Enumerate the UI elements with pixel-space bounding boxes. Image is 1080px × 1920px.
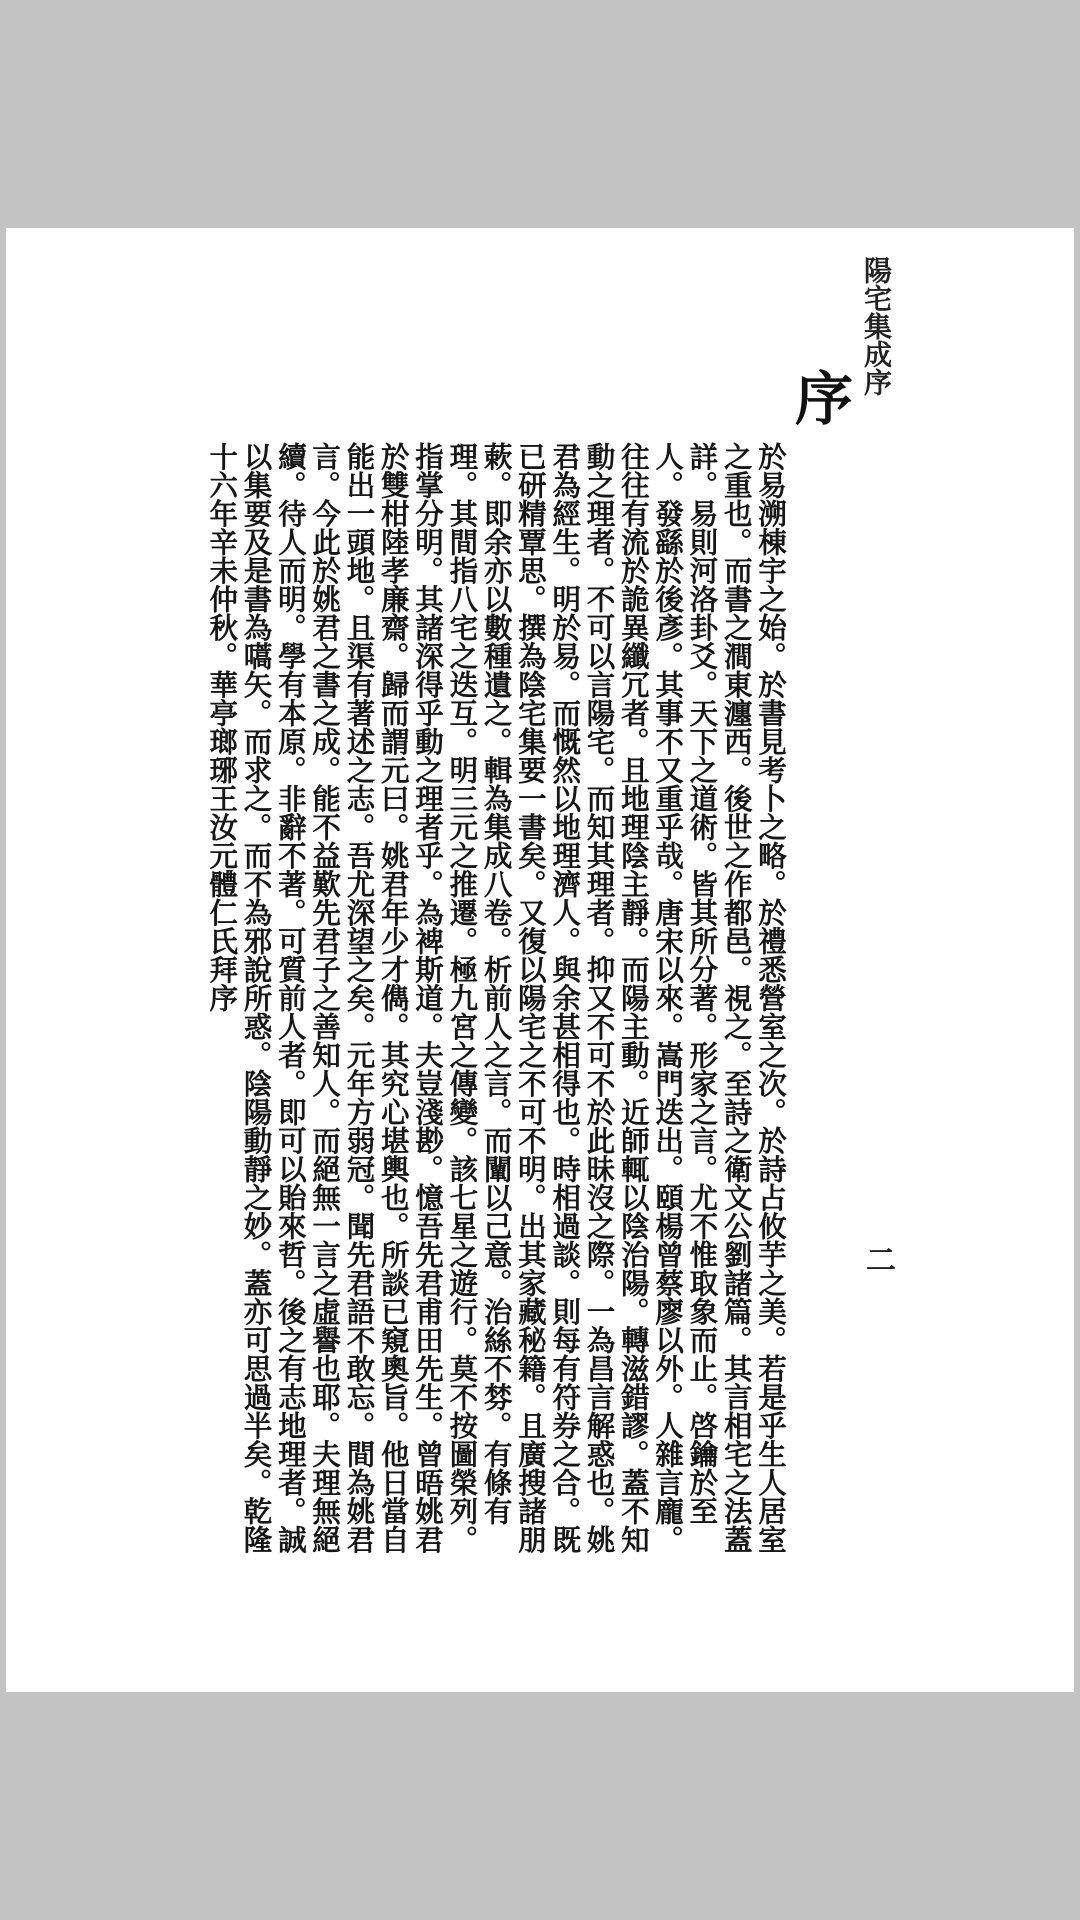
- preface-paragraph: 於易溯棟宇之始。於書見考卜之略。於禮悉營室之次。於詩占攸芋之美。若是乎生人居室之重也。而書之澗東瀍西。後世之作都邑。視之。至詩之衛文公劉諸篇。其言相宅之法蓋詳。易則河洛卦爻。天下之道術。皆其所分著。形家之言。尤不惟取象而止。啓鑰於至人。發繇於後彥。其事不又重乎哉。唐宋以來。嵩門迭出。頤楊曾蔡廖以外。人雜言龐。往往有流於詭異纖冗者。且地理陰主靜。而陽主動。近師輒以陰治陽。轉滋錯謬。蓋不知動之理者。不可以言陽宅。而知其理者。抑又不可不於此昧沒之際。一為昌言解惑也。姚君為經生。明於易。而慨然以地理濟人。與余甚相得也。時相過談。則每有符券之合。既已研精覃思。撰為陰宅集要一書矣。又復以陽宅之不可不明。出其家藏秘籍。且廣搜諸朋蔌。即余亦以數種遺之。輯為集成八卷。析前人之言。而闡以己意。治絲不棼。有條有理。其間指八宅之迭互。明三元之推遷。極九宮之傳變。該七星之遊行。莫不按圖榮列。指掌分明。其諸深得乎動之理者乎。為裨斯道。夫豈淺尠。憶吾先君甫田先生。曾晤姚君於雙柑陸孝廉齋。歸而謂元曰。姚君年少才儁。其究心堪輿也。所談已窺奧旨。他日當自能出一頭地。且渠有著述之志。吾尤深望之矣。元年方弱冠。聞先君語不敢忘。間為姚君言。今此於姚君之書之成。能不益歎先君子之善知人。而絕無一言之虛譽也耶。夫理無絕續。待人而明。學有本原。非辭不著。可質前人者。即可以貽來哲。後之有志地理者。誠以集要及是書為嚆矢。而求之。而不為邪說所惑。陰陽動靜之妙。蓋亦可思過半矣。乾隆十六年辛未仲秋。華亭瑯琊王汝元體仁氏拜序: [205, 442, 788, 1554]
- page-number: 二: [860, 1244, 895, 1274]
- running-title: 陽宅集成序: [860, 256, 893, 396]
- preface-heading: 序: [785, 368, 853, 426]
- preface-body: [188, 442, 788, 1572]
